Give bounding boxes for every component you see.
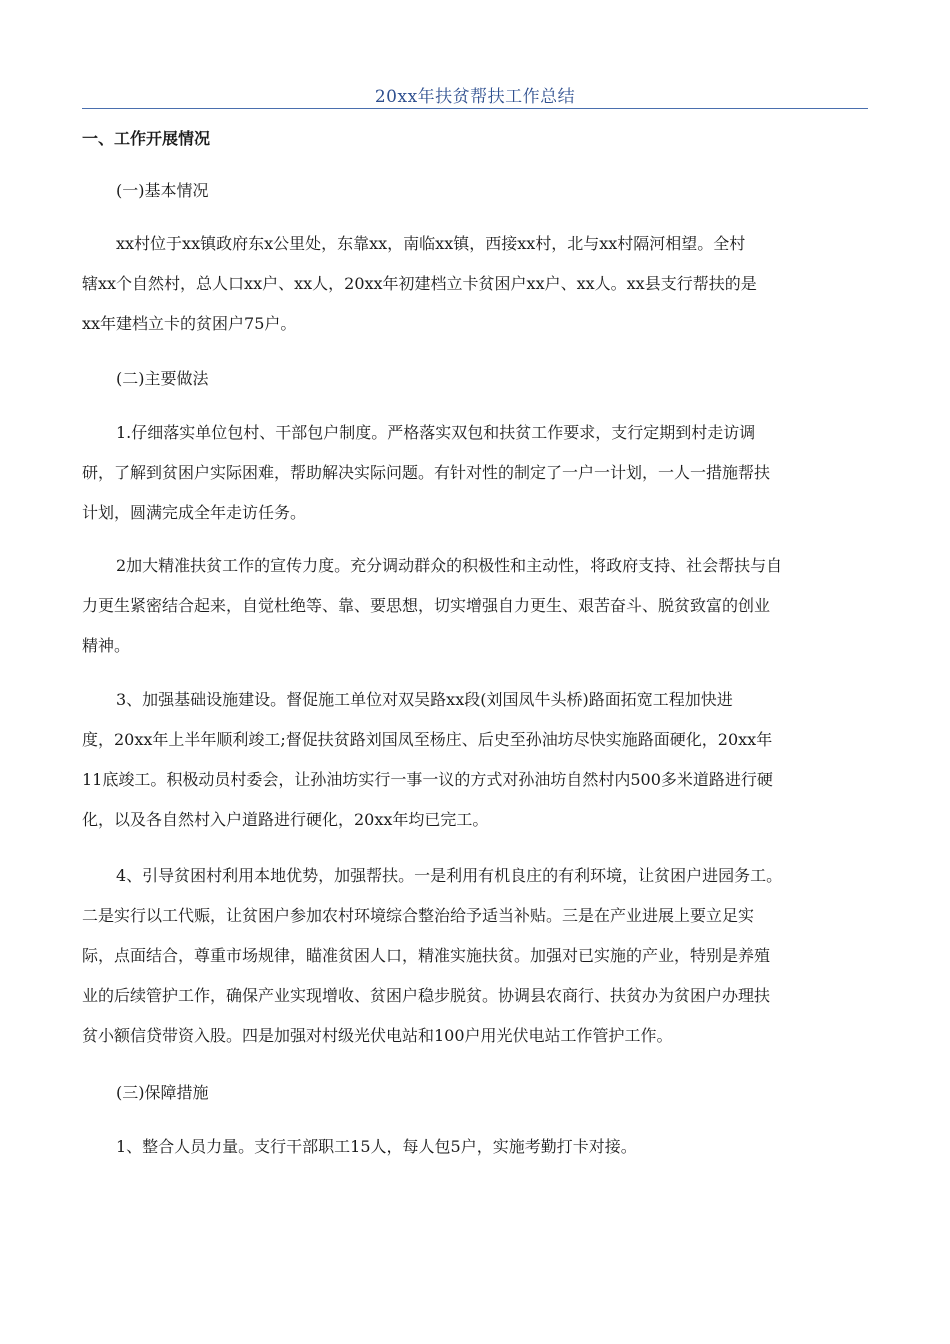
- paragraph-line: 二是实行以工代赈，让贫困户参加农村环境综合整治给予适当补贴。三是在产业进展上要立足实: [82, 906, 755, 925]
- subsection-heading: (三)保障措施: [116, 1083, 209, 1102]
- paragraph-line: 1.仔细落实单位包村、干部包户制度。严格落实双包和扶贫工作要求，支行定期到村走访调: [116, 423, 756, 442]
- paragraph-item-4: [82, 856, 868, 1056]
- paragraph-item-2: [82, 546, 868, 666]
- paragraph-line: 业的后续管护工作，确保产业实现增收、贫困户稳步脱贫。协调县农商行、扶贫办为贫困户办理扶: [82, 986, 771, 1005]
- paragraph-line: 际，点面结合，尊重市场规律，瞄准贫困人口，精准实施扶贫。加强对已实施的产业，特别是养殖: [82, 946, 771, 965]
- paragraph-line: 研，了解到贫困户实际困难，帮助解决实际问题。有针对性的制定了一户一计划，一人一措施帮扶: [82, 463, 771, 482]
- paragraph-basic-situation: [82, 224, 868, 344]
- section-heading: 一、工作开展情况: [82, 129, 211, 148]
- paragraph-line: 贫小额信贷带资入股。四是加强对村级光伏电站和100户用光伏电站工作管护工作。: [82, 1026, 673, 1045]
- paragraph-line: 计划，圆满完成全年走访任务。: [82, 503, 307, 522]
- paragraph-line: 2加大精准扶贫工作的宣传力度。充分调动群众的积极性和主动性，将政府支持、社会帮扶与自: [116, 556, 783, 575]
- paragraph-item-3: [82, 680, 868, 840]
- subsection-heading: (二)主要做法: [116, 369, 209, 388]
- paragraph-line: xx村位于xx镇政府东x公里处，东靠xx，南临xx镇，西接xx村，北与xx村隔河相望。全村: [116, 234, 746, 253]
- paragraph-item-1: [82, 413, 868, 533]
- paragraph-line: 化，以及各自然村入户道路进行硬化，20xx年均已完工。: [82, 810, 489, 829]
- paragraph-line: 3、加强基础设施建设。督促施工单位对双吴路xx段(刘国凤牛头桥)路面拓宽工程加快进: [116, 690, 733, 709]
- paragraph-line: 力更生紧密结合起来，自觉杜绝等、靠、要思想，切实增强自力更生、艰苦奋斗、脱贫致富的创业: [82, 596, 771, 615]
- paragraph-line: 4、引导贫困村利用本地优势，加强帮扶。一是利用有机良庄的有利环境，让贫困户进园务工。: [116, 866, 783, 885]
- header-divider: [82, 108, 868, 109]
- paragraph-line: 11底竣工。积极动员村委会，让孙油坊实行一事一议的方式对孙油坊自然村内500多米道路进行硬: [82, 770, 773, 789]
- paragraph-line: 辖xx个自然村，总人口xx户、xx人，20xx年初建档立卡贫困户xx户、xx人。xx县支行帮扶的是: [82, 274, 757, 293]
- paragraph-line: 度，20xx年上半年顺利竣工;督促扶贫路刘国凤至杨庄、后史至孙油坊尽快实施路面硬化，20xx年: [82, 730, 773, 749]
- document-header-title: 20xx年扶贫帮扶工作总结: [374, 87, 576, 107]
- paragraph-line: 1、整合人员力量。支行干部职工15人，每人包5户，实施考勤打卡对接。: [116, 1137, 637, 1156]
- paragraph-guarantee-1: [82, 1127, 868, 1167]
- subsection-heading: (一)基本情况: [116, 181, 209, 200]
- paragraph-line: xx年建档立卡的贫困户75户。: [82, 314, 297, 333]
- paragraph-line: 精神。: [82, 636, 131, 655]
